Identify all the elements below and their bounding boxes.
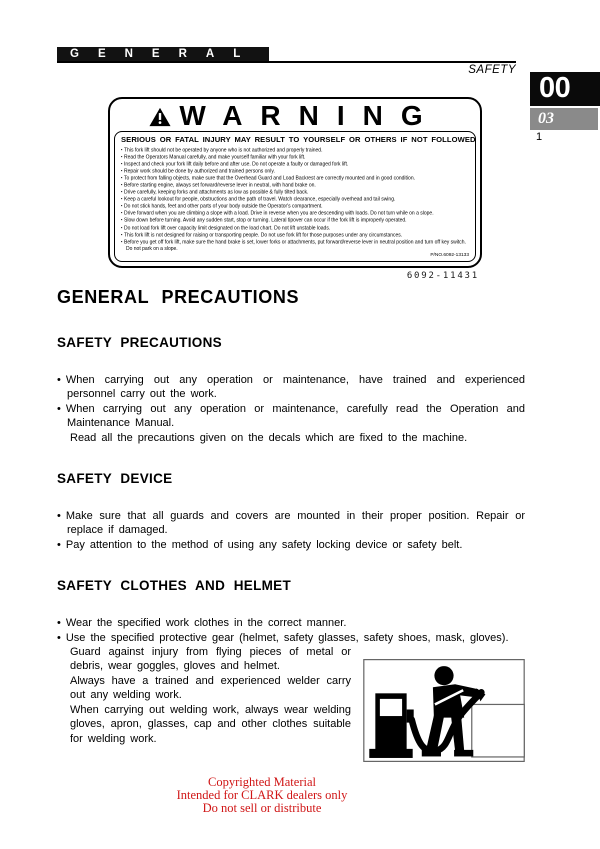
bullet-marker: •	[57, 631, 61, 644]
paragraph-line	[57, 509, 525, 538]
line-text: Before starting engine, always set forward/reverse lever in neutral, with hand brake on.	[124, 182, 316, 189]
warning-bullet	[121, 232, 469, 239]
line-text: Do not stick hands, feet and other parts of your body outside the Operator's compartment.	[124, 203, 323, 210]
warning-bullet	[121, 239, 469, 253]
bullet-marker: ▪	[121, 160, 123, 166]
bullet-marker: ▪	[121, 174, 123, 180]
bullet-marker: •	[57, 538, 61, 551]
bullet-marker: ▪	[121, 224, 123, 230]
paragraph-line	[57, 616, 525, 630]
warning-bullet	[121, 196, 469, 203]
warning-bullet	[121, 182, 469, 189]
line-text: Repair work should be done by authorized and trained persons only.	[124, 168, 275, 175]
section-heading: SAFETY CLOTHES AND HELMET	[57, 578, 292, 594]
text-and-figure-row	[57, 645, 525, 767]
page-number: 1	[536, 131, 543, 143]
warning-bullet	[121, 161, 469, 168]
bullet-marker: •	[57, 374, 61, 386]
paragraph-line	[57, 402, 525, 431]
chapter-tab: GENERAL	[57, 47, 269, 62]
warning-bullet-list	[121, 147, 469, 253]
line-text: Before you get off fork lift, make sure the hand brake is set, lower forks or attachments, put forward/reverse lever in neutral position and turn off key switch. Do not park on a slope.	[124, 239, 466, 252]
page-title: GENERAL PRECAUTIONS	[57, 287, 300, 307]
paragraph-line	[57, 373, 525, 402]
warning-bullet	[121, 154, 469, 161]
bullet-marker: ▪	[121, 231, 123, 237]
section-safety-device	[57, 471, 525, 552]
line-text: Wear the specified work clothes in the correct manner.	[65, 617, 347, 630]
paragraph-line	[57, 538, 525, 552]
bullet-marker: •	[57, 510, 61, 523]
warning-bullet	[121, 189, 469, 196]
bullet-marker: ▪	[121, 210, 123, 216]
line-text: Keep a careful lookout for people, obstructions and the path of travel. Watch clearance, especially overhead and tail swing.	[124, 196, 396, 203]
line-text: Guard against injury from flying pieces of metal or debris, wear goggles, gloves and helmet.	[70, 646, 351, 673]
line-text: When carrying out welding work, always wear welding gloves, apron, glasses, cap and other clothes suitable for welding work.	[70, 703, 351, 745]
warning-title-row	[114, 101, 476, 131]
header-rule	[57, 61, 516, 63]
bullet-marker: ▪	[121, 189, 123, 195]
paragraph-line	[57, 674, 351, 703]
section-body	[57, 509, 525, 552]
line-text: Drive forward when you are climbing a slope with a load. Drive in reverse when you are descending with loads. Do not turn while on a slope.	[124, 210, 434, 217]
warning-bullet	[121, 168, 469, 175]
line-text: Pay attention to the method of using any safety locking device or safety belt.	[65, 538, 463, 551]
decal-part-number: P/NO.6092-13133	[430, 253, 469, 259]
paragraph-line	[57, 703, 351, 746]
bullet-marker: ▪	[121, 217, 123, 223]
warning-bullet	[121, 210, 469, 217]
line-text: Drive carefully, keeping forks and attachments as low as possible & fully tilted back.	[124, 189, 309, 196]
line-text: Use the specified protective gear (helmet, safety glasses, safety shoes, mask, gloves).	[65, 631, 509, 644]
bullet-marker: •	[57, 402, 61, 415]
line-text: Always have a trained and experienced welder carry out any welding work.	[70, 674, 351, 702]
bullet-marker: ▪	[121, 181, 123, 187]
section-safety-clothes-helmet	[57, 578, 525, 767]
bullet-marker: ▪	[121, 196, 123, 202]
section-heading: SAFETY PRECAUTIONS	[57, 335, 222, 350]
welder-illustration	[363, 659, 525, 762]
workpiece	[472, 705, 525, 758]
section-code-tab: 03	[530, 108, 598, 130]
line-text: Do not load fork lift over capacity limit designated on the load chart. Do not lift unstable loads.	[124, 224, 331, 231]
warning-bullet	[121, 147, 469, 154]
line-text: Slow down before turning. Avoid any sudden start, stop or turning. Lateral tipover can occur if the fork lift is improperly operated.	[124, 217, 407, 224]
warning-bullet	[121, 217, 469, 224]
page-content	[57, 287, 525, 793]
line-text: Make sure that all guards and covers are mounted in their proper position. Repair or replace if damaged.	[65, 510, 525, 537]
line-text: To protect from falling objects, make sure that the Overhead Guard and Load Backrest are correctly mounted and in good condition.	[124, 175, 415, 182]
bullet-marker: ▪	[121, 238, 123, 244]
line-text: Intended for CLARK dealers only	[176, 787, 348, 802]
line-text: This fork lift is not designed for raising or transporting people. Do not use fork lift for those purposes under any circumstances.	[124, 232, 403, 239]
footer-line	[57, 802, 467, 815]
line-text: Read the Operators Manual carefully, and make yourself familiar with your fork lift.	[124, 153, 306, 160]
warning-box	[108, 97, 482, 268]
warning-decal	[108, 97, 482, 281]
line-text: Copyrighted Material	[208, 775, 316, 789]
line-text: When carrying out any operation or maintenance, carefully read the Operation and Maintenance Manual.	[65, 402, 525, 430]
chapter-code-tab: 00	[530, 72, 600, 106]
section-label: SAFETY	[468, 64, 516, 76]
copyright-notice	[57, 776, 467, 815]
warning-triangle-icon	[149, 107, 171, 127]
section-body	[57, 373, 525, 445]
warning-bullet	[121, 175, 469, 182]
warning-inner-box	[114, 131, 476, 262]
line-text: When carrying out any operation or maintenance, have trained and experienced personnel carry out the work.	[65, 374, 525, 401]
warning-headline: SERIOUS OR FATAL INJURY MAY RESULT TO YOURSELF OR OTHERS IF NOT FOLLOWED	[121, 135, 476, 144]
bullet-marker: ▪	[121, 203, 123, 209]
bullet-marker: ▪	[121, 153, 123, 159]
bullet-marker: •	[57, 617, 61, 630]
warning-title: WARNING	[179, 100, 441, 131]
section-safety-precautions	[57, 335, 525, 445]
bullet-marker: ▪	[121, 146, 123, 152]
section-heading: SAFETY DEVICE	[57, 471, 173, 487]
paragraph-line	[57, 631, 525, 645]
section-body	[57, 616, 525, 645]
section-body-beside-figure	[57, 645, 351, 746]
warning-bullet	[121, 225, 469, 232]
figure-caption: 6092-11431	[406, 270, 479, 281]
warning-bullet	[121, 203, 469, 210]
line-text: Do not sell or distribute	[202, 800, 322, 815]
line-text: Read all the precautions given on the decals which are fixed to the machine.	[70, 431, 468, 444]
line-text: This fork lift should not be operated by anyone who is not authorized and properly trained.	[124, 146, 323, 153]
welding-figure	[363, 659, 525, 767]
line-text: Inspect and check your fork lift daily before and after use. Do not operate a faulty or damaged fork lift.	[124, 161, 349, 168]
paragraph-line	[57, 645, 351, 674]
bullet-marker: ▪	[121, 167, 123, 173]
paragraph-line	[57, 431, 525, 445]
